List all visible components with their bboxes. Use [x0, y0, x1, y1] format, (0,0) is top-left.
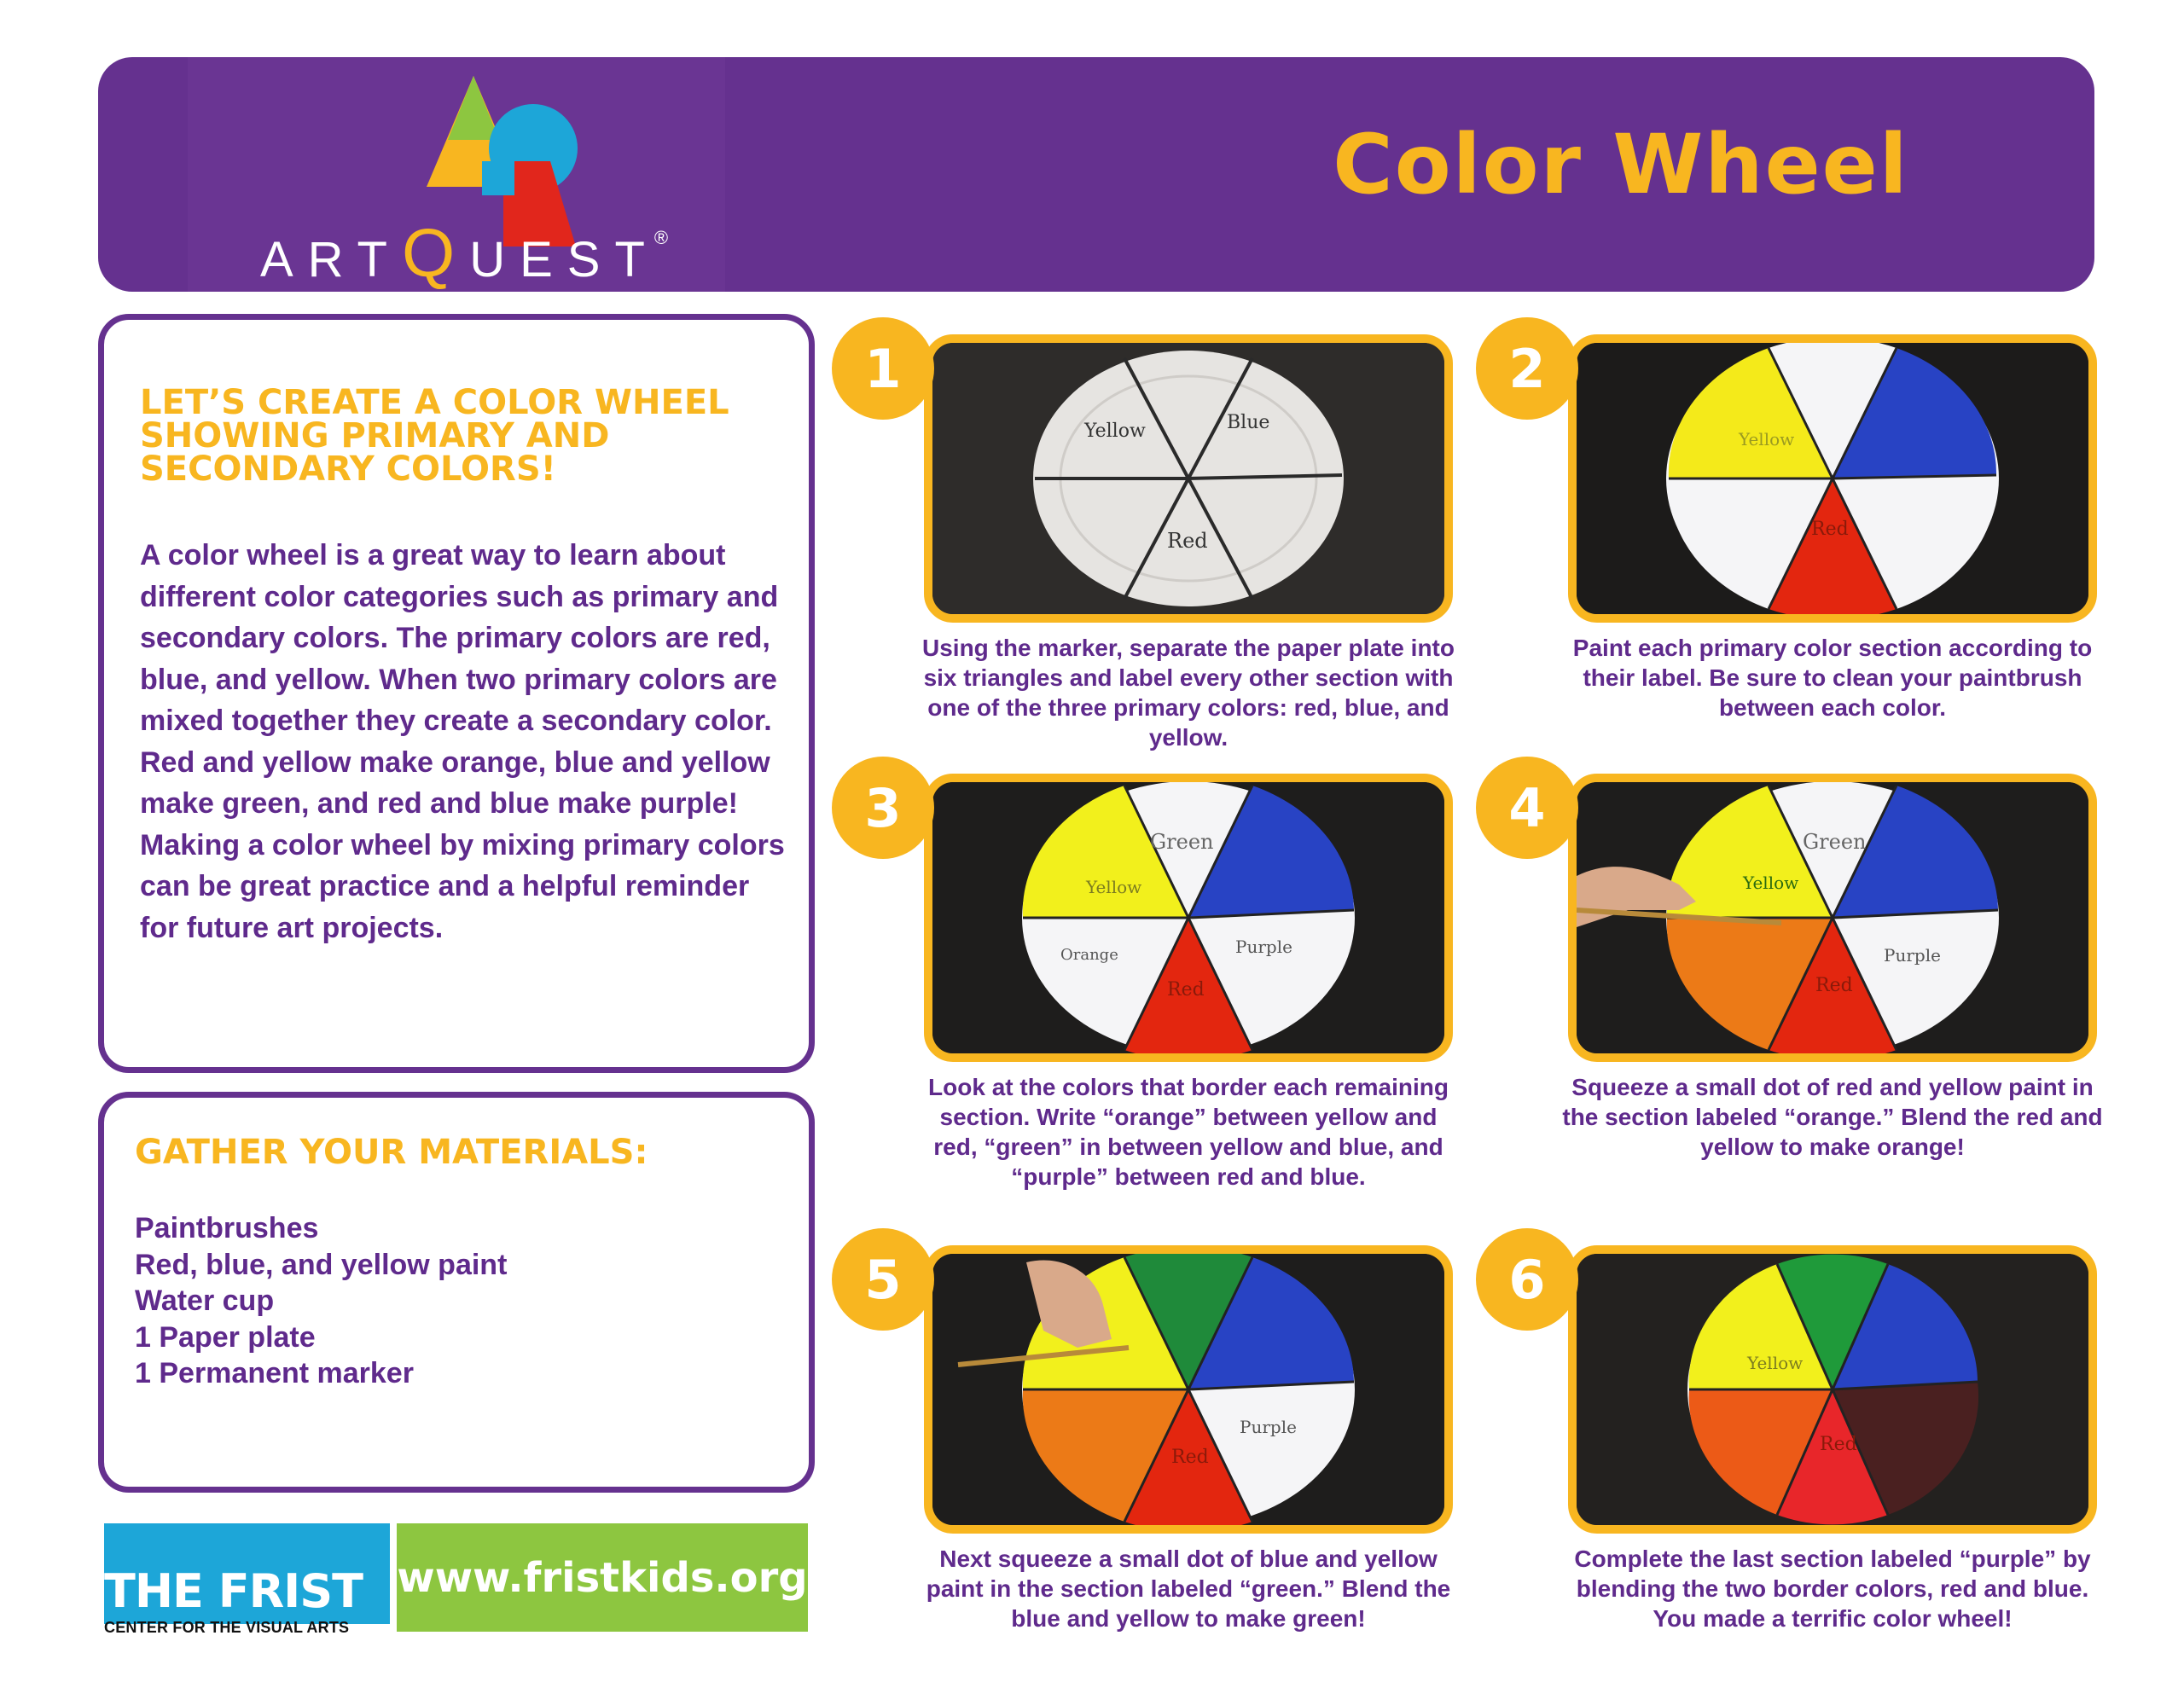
plate-label-green: Green — [1150, 830, 1214, 854]
material-item: 1 Permanent marker — [135, 1357, 414, 1389]
frist-logo-name: THE FRIST — [104, 1564, 363, 1618]
intro-card — [98, 314, 815, 1073]
step-4-caption: Squeeze a small dot of red and yellow paint in the section labeled “orange.” Blend the red and yellow to make orange! — [1562, 1074, 2103, 1160]
step-6-photo — [1568, 1245, 2097, 1534]
intro-body: A color wheel is a great way to learn about different color categories such as primary and secondary colors. The primary colors are red, blue, and yellow. When two primary colors are mixed together they create a secondary color. Red and yellow make orange, blue and yellow make green, and red and blue make purple! Making a color wheel by mixing primary colors can be great practice and a helpful reminder for future art projects. — [140, 539, 785, 944]
plate-label-green: Green — [1803, 830, 1867, 854]
header-banner — [98, 57, 2094, 292]
plate-label-yellow: Yellow — [1086, 877, 1142, 897]
step-2-caption: Paint each primary color section according to their label. Be sure to clean your paintbrush between each color. — [1572, 635, 2093, 721]
materials-heading: GATHER YOUR MATERIALS: — [135, 1133, 648, 1172]
plate-label-yellow: Yellow — [1747, 1353, 1804, 1373]
step-6 — [1476, 1228, 2091, 1680]
step-2 — [1476, 317, 2093, 769]
plate-primaries-image — [1577, 343, 2088, 614]
materials-list — [135, 1210, 783, 1392]
plate-label-red: Red — [1815, 975, 1853, 996]
plate-labels-image — [932, 782, 1444, 1053]
plate-label-orange: Orange — [1060, 946, 1118, 964]
page-title: Color Wheel — [1333, 117, 1909, 212]
plate-label-yellow: Yellow — [1743, 873, 1799, 893]
plate-label-blue: Blue — [1227, 412, 1270, 433]
step-4 — [1476, 757, 2103, 1209]
step-1 — [832, 317, 1455, 769]
step-1-photo — [924, 334, 1453, 623]
intro-heading: LET’S CREATE A COLOR WHEEL SHOWING PRIMARY AND SECONDARY COLORS! — [140, 383, 729, 489]
step-3-number-badge: 3 — [832, 757, 934, 859]
plate-orange-image — [1577, 782, 2088, 1053]
step-2-number-badge: 2 — [1476, 317, 1578, 420]
plate-label-red: Red — [1167, 529, 1208, 553]
plate-label-purple: Purple — [1884, 945, 1941, 966]
step-3-photo — [924, 774, 1453, 1062]
artquest-wordmark — [260, 214, 738, 291]
step-5-photo — [924, 1245, 1453, 1534]
plate-label-red: Red — [1167, 979, 1205, 1000]
step-6-caption: Complete the last section labeled “purple” by blending the two border colors, red and blue. You made a terrific color wheel! — [1574, 1546, 2091, 1632]
material-item: 1 Paper plate — [135, 1320, 316, 1354]
step-1-caption: Using the marker, separate the paper plate into six triangles and label every other section with one of the three primary colors: red, blue, and yellow. — [922, 635, 1455, 751]
step-5 — [832, 1228, 1451, 1680]
plate-label-red: Red — [1171, 1447, 1209, 1468]
material-item: Water cup — [135, 1285, 275, 1317]
registered-mark: ® — [653, 227, 669, 248]
plate-label-purple: Purple — [1235, 937, 1292, 957]
step-3 — [832, 757, 1449, 1209]
plate-label-purple: Purple — [1240, 1417, 1297, 1437]
plate-label-red: Red — [1811, 519, 1849, 540]
logo-word-after: UEST — [469, 232, 659, 287]
material-item: Paintbrushes — [135, 1212, 319, 1244]
step-6-number-badge: 6 — [1476, 1228, 1578, 1331]
materials-card — [98, 1092, 815, 1493]
material-item: Red, blue, and yellow paint — [135, 1248, 508, 1281]
step-3-caption: Look at the colors that border each remaining section. Write “orange” between yellow and red, “green” in between yellow and blue, and “purple” between red and blue. — [928, 1074, 1449, 1190]
frist-logo-subtitle: CENTER FOR THE VISUAL ARTS — [104, 1619, 350, 1636]
logo-word-before: ART — [260, 232, 402, 287]
step-1-number-badge: 1 — [832, 317, 934, 420]
plate-label-yellow: Yellow — [1739, 429, 1795, 450]
plate-finished-image — [1577, 1254, 2088, 1525]
logo-q: Q — [401, 215, 470, 291]
step-4-photo — [1568, 774, 2097, 1062]
step-2-photo — [1568, 334, 2097, 623]
plate-label-red: Red — [1820, 1434, 1857, 1455]
step-4-number-badge: 4 — [1476, 757, 1578, 859]
step-5-number-badge: 5 — [832, 1228, 934, 1331]
step-5-caption: Next squeeze a small dot of blue and yellow paint in the section labeled “green.” Blend the blue and yellow to make green! — [926, 1546, 1451, 1632]
plate-green-image — [932, 1254, 1444, 1525]
plate-label-yellow: Yellow — [1084, 420, 1146, 442]
plate-sketch-image — [932, 343, 1444, 614]
website-link[interactable]: www.fristkids.org — [397, 1553, 808, 1602]
